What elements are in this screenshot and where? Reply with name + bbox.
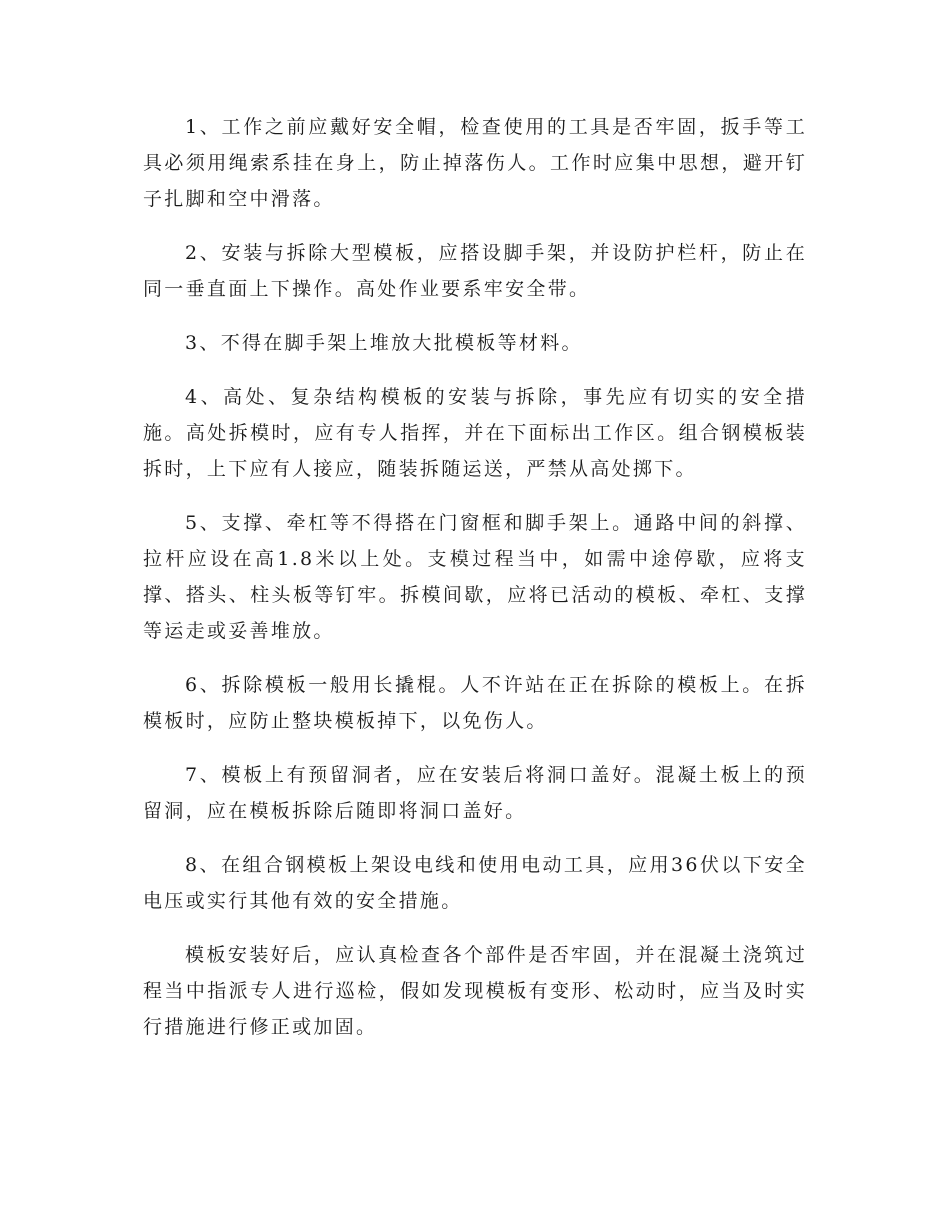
paragraph-8: 8、在组合钢模板上架设电线和使用电动工具，应用36伏以下安全电压或实行其他有效的安全措施。 xyxy=(143,854,807,912)
paragraph-6: 6、拆除模板一般用长撬棍。人不许站在正在拆除的模板上。在拆模板时，应防止整块模板掉下，以免伤人。 xyxy=(143,674,807,732)
paragraph-2: 2、安装与拆除大型模板，应搭设脚手架，并设防护栏杆，防止在同一垂直面上下操作。高处作业要系牢安全带。 xyxy=(143,242,807,300)
paragraph-3: 3、不得在脚手架上堆放大批模板等材料。 xyxy=(185,332,583,354)
paragraph-1: 1、工作之前应戴好安全帽，检查使用的工具是否牢固，扳手等工具必须用绳索系挂在身上，防止掉落伤人。工作时应集中思想，避开钉子扎脚和空中滑落。 xyxy=(143,116,807,210)
paragraph-summary: 模板安装好后，应认真检查各个部件是否牢固，并在混凝土浇筑过程当中指派专人进行巡检，假如发现模板有变形、松动时，应当及时实行措施进行修正或加固。 xyxy=(143,944,807,1038)
paragraph-5: 5、支撑、牵杠等不得搭在门窗框和脚手架上。通路中间的斜撑、拉杆应设在高1.8米以上处。支模过程当中，如需中途停歇，应将支撑、搭头、柱头板等钉牢。拆模间歇，应将已活动的模板、牵杠、支撑等运走或妥善堆放。 xyxy=(143,512,807,642)
paragraph-4: 4、高处、复杂结构模板的安装与拆除，事先应有切实的安全措施。高处拆模时，应有专人指挥，并在下面标出工作区。组合钢模板装拆时，上下应有人接应，随装拆随运送，严禁从高处掷下。 xyxy=(143,386,807,480)
paragraph-7: 7、模板上有预留洞者，应在安装后将洞口盖好。混凝土板上的预留洞，应在模板拆除后随即将洞口盖好。 xyxy=(143,764,807,822)
document-body xyxy=(143,109,807,1063)
